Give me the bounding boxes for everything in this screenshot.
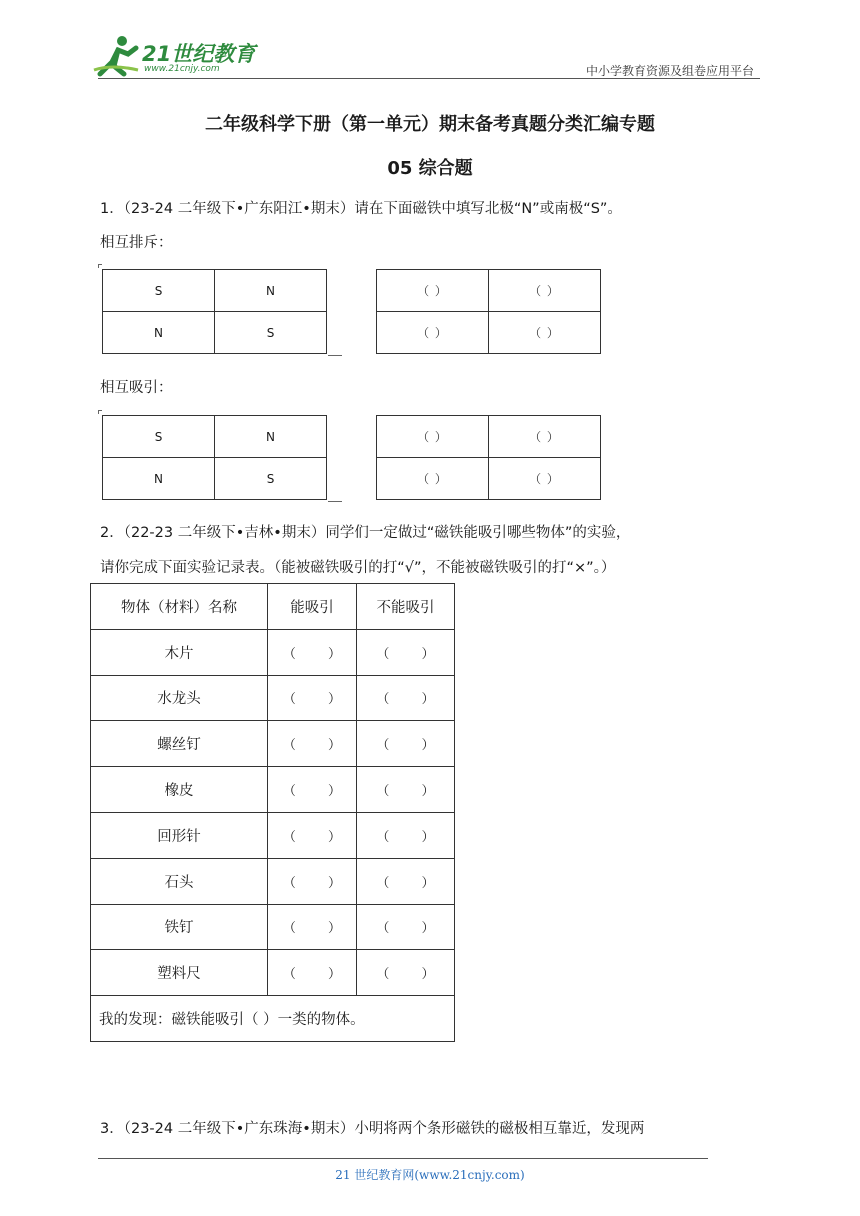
table-header-row (91, 584, 455, 630)
q2-text-line1: 2．（22-23 二年级下•吉林•期末）同学们一定做过“磁铁能吸引哪些物体”的实验， (100, 525, 631, 541)
table-row (91, 904, 455, 950)
q1-repel-label: 相互排斥： (100, 235, 173, 251)
repel-given-table (102, 269, 327, 354)
table-corner-mark (98, 410, 102, 414)
can-attract-blank[interactable]: （ ） (268, 858, 357, 904)
runner-logo-icon (92, 34, 142, 78)
header-cell: 能吸引 (268, 584, 357, 630)
attract-answer-table (376, 415, 601, 500)
material-name: 铁钉 (91, 904, 268, 950)
attract-answer-blank[interactable]: （ ） (489, 416, 601, 458)
q1-text: 1．（23-24 二年级下•广东阳江•期末）请在下面磁铁中填写北极“N”或南极“S”。 (100, 201, 622, 217)
can-attract-blank[interactable]: （ ） (268, 812, 357, 858)
header-cell: 不能吸引 (357, 584, 455, 630)
attract-given-cell: N (103, 458, 215, 500)
cannot-attract-blank[interactable]: （ ） (357, 675, 455, 721)
table-row (91, 675, 455, 721)
page-title: 二年级科学下册（第一单元）期末备考真题分类汇编专题 (205, 114, 655, 135)
attract-given-cell: S (215, 458, 327, 500)
logo-url: www.21cnjy.com (144, 64, 220, 74)
repel-given-cell: S (103, 270, 215, 312)
can-attract-blank[interactable]: （ ） (268, 950, 357, 996)
cannot-attract-blank[interactable]: （ ） (357, 721, 455, 767)
attract-given-cell: N (215, 416, 327, 458)
material-name: 木片 (91, 629, 268, 675)
table-corner-mark (328, 498, 342, 502)
footer-divider (98, 1158, 708, 1159)
repel-given-cell: N (215, 270, 327, 312)
header-cell: 物体（材料）名称 (91, 584, 268, 630)
table-row (91, 721, 455, 767)
table-corner-mark (98, 264, 102, 268)
cannot-attract-blank[interactable]: （ ） (357, 858, 455, 904)
material-name: 螺丝钉 (91, 721, 268, 767)
footer-link[interactable]: 21 世纪教育网(www.21cnjy.com) (335, 1168, 525, 1182)
table-row (91, 629, 455, 675)
table-row (91, 950, 455, 996)
repel-given-cell: S (215, 312, 327, 354)
finding-row (91, 996, 455, 1042)
table-corner-mark (328, 352, 342, 356)
cannot-attract-blank[interactable]: （ ） (357, 767, 455, 813)
cannot-attract-blank[interactable]: （ ） (357, 950, 455, 996)
material-name: 回形针 (91, 812, 268, 858)
material-name: 石头 (91, 858, 268, 904)
page-subtitle: 05 综合题 (387, 158, 473, 179)
can-attract-blank[interactable]: （ ） (268, 629, 357, 675)
table-row (91, 812, 455, 858)
attract-answer-blank[interactable]: （ ） (489, 458, 601, 500)
material-name: 水龙头 (91, 675, 268, 721)
experiment-record-table (90, 583, 455, 1042)
finding-text[interactable]: 我的发现：磁铁能吸引（ ）一类的物体。 (91, 996, 455, 1042)
cannot-attract-blank[interactable]: （ ） (357, 629, 455, 675)
can-attract-blank[interactable]: （ ） (268, 721, 357, 767)
attract-given-cell: S (103, 416, 215, 458)
repel-answer-blank[interactable]: （ ） (377, 312, 489, 354)
cannot-attract-blank[interactable]: （ ） (357, 904, 455, 950)
repel-answer-blank[interactable]: （ ） (489, 270, 601, 312)
q1-attract-label: 相互吸引： (100, 380, 173, 396)
attract-given-table (102, 415, 327, 500)
repel-answer-blank[interactable]: （ ） (377, 270, 489, 312)
platform-name: 中小学教育资源及组卷应用平台 (585, 64, 754, 78)
logo (92, 34, 262, 78)
attract-answer-blank[interactable]: （ ） (377, 458, 489, 500)
repel-given-cell: N (103, 312, 215, 354)
can-attract-blank[interactable]: （ ） (268, 767, 357, 813)
table-row (91, 767, 455, 813)
logo-text: 21世纪教育 (142, 42, 256, 66)
repel-answer-blank[interactable]: （ ） (489, 312, 601, 354)
can-attract-blank[interactable]: （ ） (268, 904, 357, 950)
q2-text-line2: 请你完成下面实验记录表。（能被磁铁吸引的打“√”，不能被磁铁吸引的打“×”。） (100, 560, 616, 576)
table-row (91, 858, 455, 904)
q3-text: 3．（23-24 二年级下•广东珠海•期末）小明将两个条形磁铁的磁极相互靠近，发现两 (100, 1121, 645, 1137)
repel-answer-table (376, 269, 601, 354)
material-name: 塑料尺 (91, 950, 268, 996)
cannot-attract-blank[interactable]: （ ） (357, 812, 455, 858)
material-name: 橡皮 (91, 767, 268, 813)
can-attract-blank[interactable]: （ ） (268, 675, 357, 721)
attract-answer-blank[interactable]: （ ） (377, 416, 489, 458)
header-divider (98, 78, 760, 79)
